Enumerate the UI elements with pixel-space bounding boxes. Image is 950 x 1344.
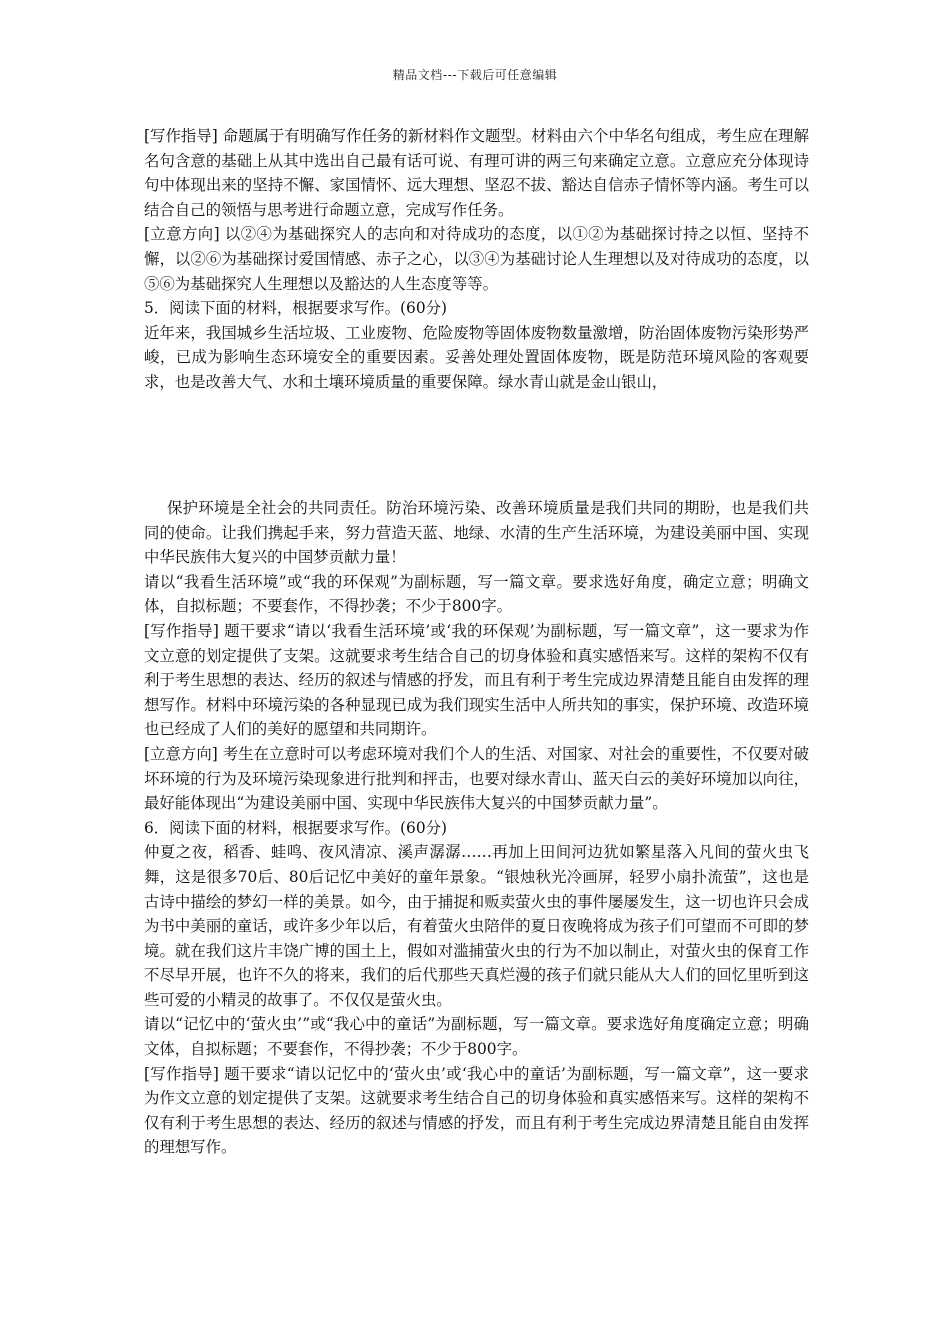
question-6-requirement: 请以“记忆中的‘萤火虫’”或“我心中的童话”为副标题，写一篇文章。要求选好角度确定立意；明确文体，自拟标题；不要套作，不得抄袭；不少于800字。 bbox=[144, 1015, 809, 1059]
text-section-bottom bbox=[144, 496, 809, 1160]
question-5-material: 近年来，我国城乡生活垃圾、工业废物、危险废物等固体废物数量激增，防治固体废物污染形势严峻，已成为影响生态环境安全的重要因素。妥善处理处置固体废物，既是防范环境风险的客观要求，也是改善大气、水和土壤环境质量的重要保障。绿水青山就是金山银山， bbox=[144, 323, 809, 391]
writing-guide-paragraph: [写作指导] 题干要求“请以‘我看生活环境’或‘我的环保观’为副标题，写一篇文章”，这一要求为作文立意的划定提供了支架。这就要求考生结合自己的切身体验和真实感悟来写。这样的架构不仅有利于考生思想的表达、经历的叙述与情感的抒发，而且有利于考生完成边界清楚且能自由发挥的理想写作。材料中环境污染的各种显现已成为我们现实生活中人所共知的事实，保护环境、改造环境也已经成了人们的美好的愿望和共同期许。 bbox=[144, 621, 809, 739]
question-5-heading: 5．阅读下面的材料，根据要求写作。(60分) bbox=[144, 299, 448, 318]
question-5-material-continued: 保护环境是全社会的共同责任。防治环境污染、改善环境质量是我们共同的期盼，也是我们共同的使命。让我们携起手来，努力营造天蓝、地绿、水清的生产生活环境，为建设美丽中国、实现中华民族伟大复兴的中国梦贡献力量！ bbox=[144, 499, 809, 567]
writing-guide-paragraph: [写作指导] 题干要求“请以记忆中的‘萤火虫’或‘我心中的童话’为副标题，写一篇文章”，这一要求为作文立意的划定提供了支架。这就要求考生结合自己的切身体验和真实感悟来写。这样的架构不仅有利于考生思想的表达、经历的叙述与情感的抒发，而且有利于考生完成边界清楚且能自由发挥的理想写作。 bbox=[144, 1064, 809, 1157]
question-5-requirement: 请以“我看生活环境”或“我的环保观”为副标题，写一篇文章。要求选好角度，确定立意；明确文体，自拟标题；不要套作，不得抄袭；不少于800字。 bbox=[144, 572, 809, 616]
theme-direction-paragraph: [立意方向] 考生在立意时可以考虑环境对我们个人的生活、对国家、对社会的重要性，不仅要对破坏环境的行为及环境污染现象进行批判和抨击，也要对绿水青山、蓝天白云的美好环境加以向往，最好能体现出“为建设美丽中国、实现中华民族伟大复兴的中国梦贡献力量”。 bbox=[144, 744, 809, 813]
question-6-material: 仲夏之夜，稻香、蛙鸣、夜风清凉、溪声潺潺……再加上田间河边犹如繁星落入凡间的萤火虫飞舞，这是很多70后、80后记忆中美好的童年景象。“银烛秋光冷画屏，轻罗小扇扑流萤”，这也是古诗中描绘的梦幻一样的美景。如今，由于捕捉和贩卖萤火虫的事件屡屡发生，这一切也许只会成为书中美丽的童话，或许多少年以后，有着萤火虫陪伴的夏日夜晚将成为孩子们可望而不可即的梦境。就在我们这片丰饶广博的国土上，假如对滥捕萤火虫的行为不加以制止，对萤火虫的保育工作不尽早开展，也许不久的将来，我们的后代那些天真烂漫的孩子们就只能从大人们的回忆里听到这些可爱的小精灵的故事了。不仅仅是萤火虫。 bbox=[144, 843, 809, 1009]
question-6-heading: 6．阅读下面的材料，根据要求写作。(60分) bbox=[144, 818, 448, 837]
text-section-top bbox=[144, 124, 809, 395]
writing-guide-paragraph: [写作指导] 命题属于有明确写作任务的新材料作文题型。材料由六个中华名句组成，考生应在理解名句含意的基础上从其中选出自己最有话可说、有理可讲的两三句来确定立意。立意应充分体现诗句中体现出来的坚持不懈、家国情怀、远大理想、坚忍不拔、豁达自信赤子情怀等内涵。考生可以结合自己的领悟与思考进行命题立意，完成写作任务。 bbox=[144, 127, 809, 219]
theme-direction-paragraph: [立意方向] 以②④为基础探究人的志向和对待成功的态度，以①②为基础探讨持之以恒、坚持不懈，以②⑥为基础探讨爱国情感、赤子之心，以③④为基础讨论人生理想以及对待成功的态度，以⑤⑥为基础探究人生理想以及豁达的人生态度等等。 bbox=[144, 225, 809, 293]
page-header: 精品文档---下载后可任意编辑 bbox=[392, 68, 558, 82]
